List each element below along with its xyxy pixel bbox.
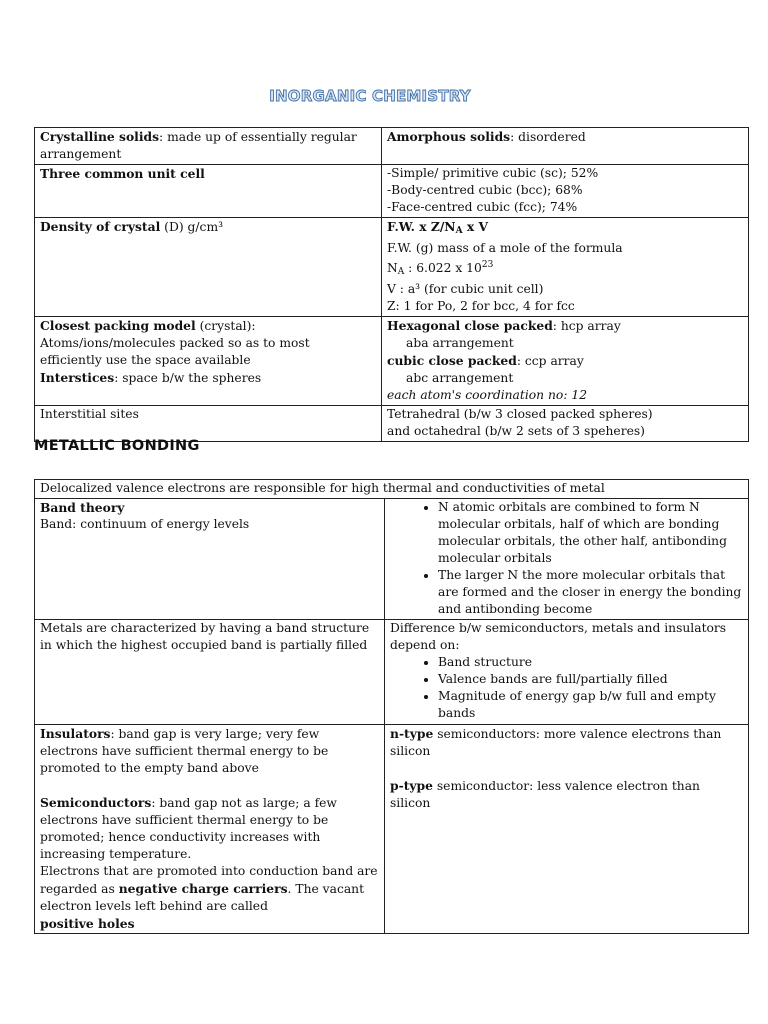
hcp-definition: : hcp array — [552, 319, 621, 333]
table-cell — [35, 406, 382, 442]
conduction-band-text: Electrons that are promoted into conduction band are regarded as — [40, 864, 378, 896]
table-row — [35, 480, 749, 499]
table-cell — [382, 317, 749, 406]
hcp-term: Hexagonal close packed — [387, 318, 553, 333]
table-row — [35, 128, 749, 165]
table-cell — [35, 165, 382, 218]
na-value: : 6.022 x 10 — [404, 261, 482, 275]
positive-holes-term: positive holes — [40, 916, 135, 931]
table-cell — [35, 499, 385, 620]
table-cell — [385, 725, 749, 934]
formula-part-a: F.W. x Z/N — [387, 219, 456, 234]
ccp-definition: : ccp array — [516, 354, 584, 368]
list-item: • The larger N the more molecular orbitals that are formed and the closer in energy the bonding and antibonding become — [438, 567, 742, 618]
table-cell — [382, 128, 749, 165]
table-row — [35, 725, 749, 934]
n-type-term: n-type — [390, 726, 434, 741]
amorphous-solids-term: Amorphous solids — [387, 129, 511, 144]
density-unit: g/cm³ — [187, 220, 224, 234]
formula-subscript: A — [455, 226, 463, 236]
list-item: • Magnitude of energy gap b/w full and empty bands — [438, 688, 742, 722]
formula-part-b: x V — [462, 219, 488, 234]
table-header-cell — [35, 480, 749, 499]
ccp-term: cubic close packed — [387, 353, 517, 368]
list-item: • Band structure — [438, 654, 742, 671]
amorphous-solids-definition: : disordered — [510, 130, 586, 144]
crystalline-solids-definition: : made up of essentially regular arrangement — [40, 130, 357, 161]
unit-cell-sc: -Simple/ primitive cubic (sc); 52% — [387, 166, 599, 180]
table-row — [35, 218, 749, 317]
unit-cell-heading: Three common unit cell — [40, 166, 205, 181]
table-cell — [385, 499, 749, 620]
table-row — [35, 165, 749, 218]
hcp-arrangement: aba arrangement — [406, 336, 514, 350]
na-subscript: A — [397, 267, 405, 277]
table-cell — [35, 725, 385, 934]
na-label: N — [387, 261, 398, 275]
unit-cell-fcc: -Face-centred cubic (fcc); 74% — [387, 200, 578, 214]
avogadro-line — [387, 257, 742, 281]
closest-packing-note: (crystal): — [195, 319, 256, 333]
band-theory-term: Band theory — [40, 500, 125, 515]
table-row — [35, 317, 749, 406]
fw-definition: F.W. (g) mass of a mole of the formula — [387, 241, 623, 255]
insulators-definition: : band gap is very large; very few electrons have sufficient thermal energy to be promoted to the empty band above — [40, 727, 329, 775]
table-cell — [382, 218, 749, 317]
table-cell — [382, 165, 749, 218]
difference-bullet-list — [390, 654, 742, 722]
density-term: Density of crystal — [40, 219, 161, 234]
tetrahedral-sites: Tetrahedral (b/w 3 closed packed spheres) — [387, 407, 653, 421]
table-cell — [382, 406, 749, 442]
closest-packing-term: Closest packing model — [40, 318, 196, 333]
coordination-note: each atom's coordination no: 12 — [387, 388, 588, 402]
p-type-definition: semiconductor: less valence electron than silicon — [390, 779, 700, 810]
interstices-definition: : space b/w the spheres — [114, 371, 262, 385]
density-symbol: (D) — [160, 220, 188, 234]
table-cell — [35, 218, 382, 317]
insulators-term: Insulators — [40, 726, 111, 741]
density-formula — [387, 218, 742, 240]
volume-definition: V : a³ (for cubic unit cell) — [387, 282, 544, 296]
semiconductors-term: Semiconductors — [40, 795, 152, 810]
section-heading: METALLIC BONDING — [34, 438, 200, 454]
semiconductors-definition: : band gap not as large; a few electrons have sufficient thermal energy to be promoted; hence conductivity increases with increasing temperature. — [40, 796, 337, 861]
table-cell — [35, 620, 385, 725]
page-title: INORGANIC CHEMISTRY — [269, 87, 471, 105]
orbital-bullet-list — [390, 499, 742, 618]
interstices-term: Interstices — [40, 370, 115, 385]
na-exponent: 23 — [481, 260, 494, 270]
negative-carriers-term: negative charge carriers — [118, 881, 288, 896]
octahedral-sites: and octahedral (b/w 2 sets of 3 speheres) — [387, 424, 645, 438]
table-cell — [35, 128, 382, 165]
p-type-term: p-type — [390, 778, 433, 793]
table-cell — [385, 620, 749, 725]
ccp-arrangement: abc arrangement — [406, 371, 514, 385]
interstitial-sites-label: Interstitial sites — [40, 407, 139, 421]
table-row — [35, 620, 749, 725]
crystal-table — [34, 127, 749, 442]
list-item: • N atomic orbitals are combined to form N molecular orbitals, half of which are bonding molecular orbitals, the other half, antibonding molecular orbitals — [438, 499, 742, 567]
z-definition: Z: 1 for Po, 2 for bcc, 4 for fcc — [387, 299, 575, 313]
list-item: • Valence bands are full/partially filled — [438, 671, 742, 688]
table-row — [35, 406, 749, 442]
crystalline-solids-term: Crystalline solids — [40, 129, 160, 144]
metallic-bonding-table — [34, 479, 749, 934]
table-row — [35, 499, 749, 620]
closest-packing-definition: Atoms/ions/molecules packed so as to most efficiently use the space available — [40, 336, 310, 367]
band-definition: Band: continuum of energy levels — [40, 517, 250, 531]
vacant-levels-text: . The vacant electron levels left behind are called — [40, 882, 365, 913]
metals-band-structure: Metals are characterized by having a band structure in which the highest occupied band is partially filled — [40, 621, 370, 652]
n-type-definition: semiconductors: more valence electrons than silicon — [390, 727, 722, 758]
unit-cell-bcc: -Body-centred cubic (bcc); 68% — [387, 183, 583, 197]
table-cell — [35, 317, 382, 406]
delocalized-electrons-statement: Delocalized valence electrons are responsible for high thermal and conductivities of metal — [40, 481, 605, 495]
difference-intro: Difference b/w semiconductors, metals and insulators depend on: — [390, 621, 727, 652]
